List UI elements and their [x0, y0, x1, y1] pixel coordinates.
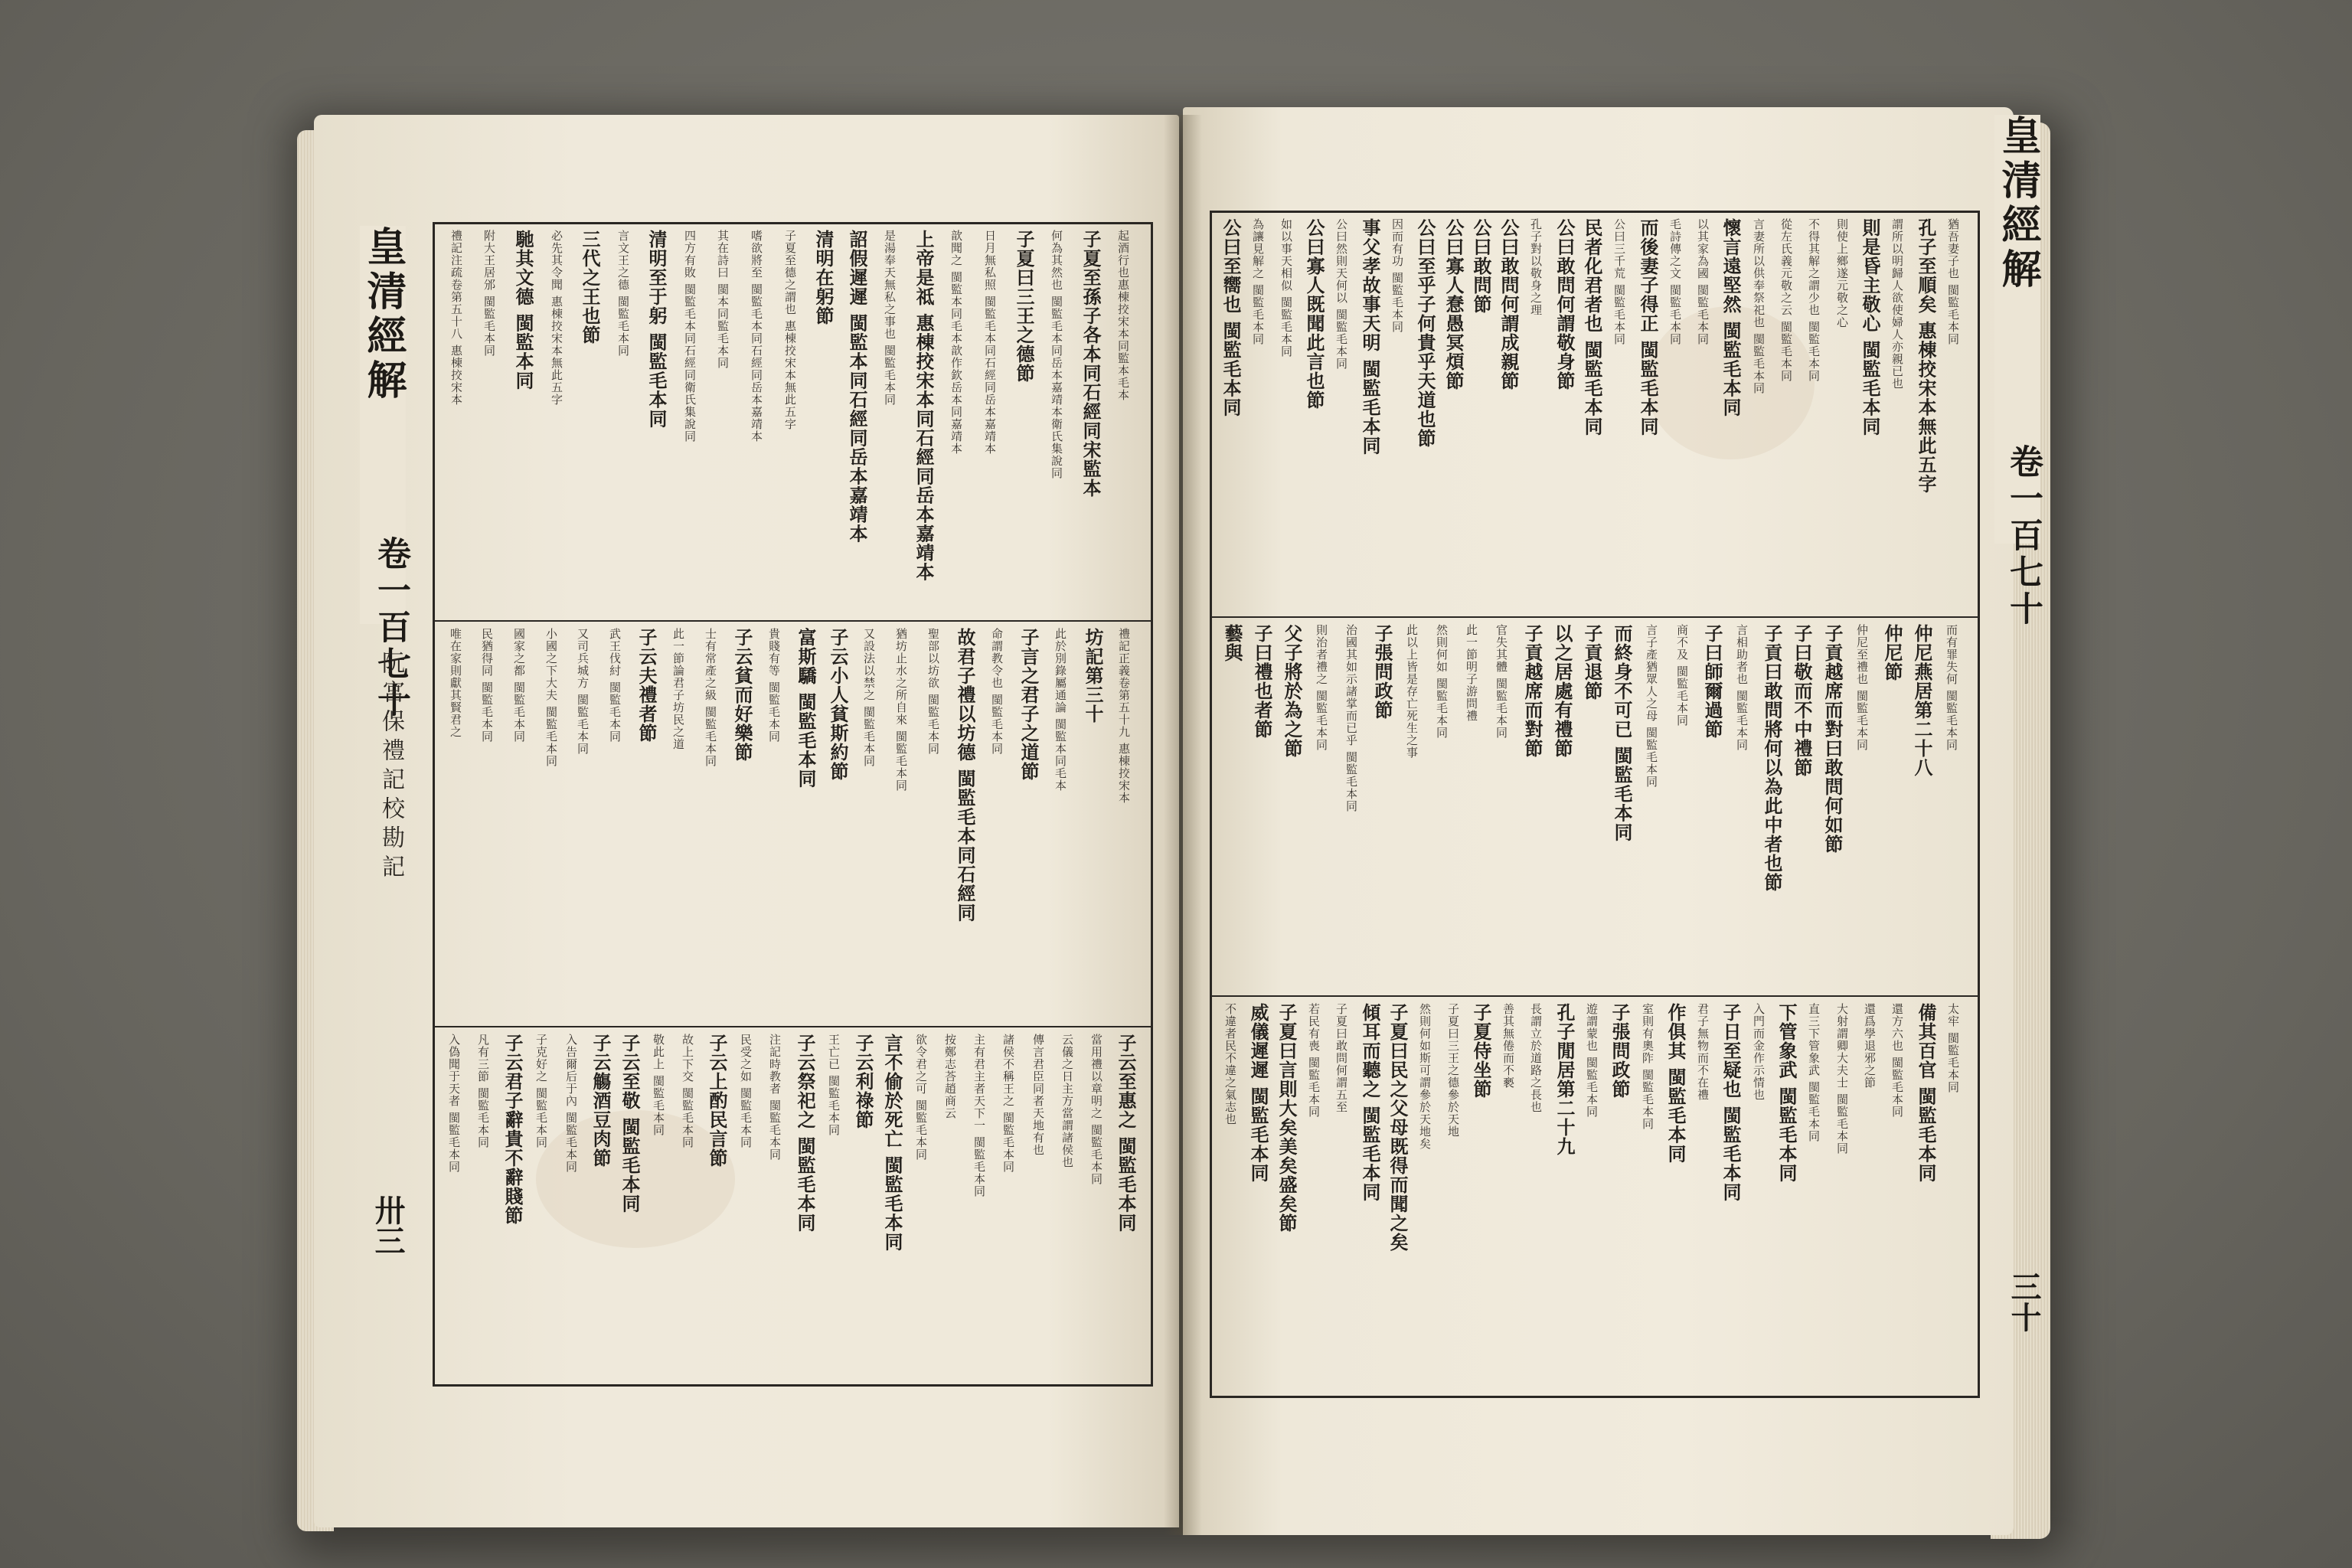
text-column: 入告爾后于內 閩監毛本同	[564, 1034, 578, 1173]
text-column: 事父孝故事天明 閩監毛本同	[1359, 218, 1381, 456]
text-column: 此一節論君子坊民之道	[671, 628, 685, 750]
text-column: 長謂立於道路之長也	[1529, 1003, 1543, 1113]
text-column: 孔子閒居第二十九	[1553, 1003, 1576, 1156]
text-column: 小國之下大夫 閩監毛本同	[544, 628, 558, 767]
text-column: 子張問政節	[1609, 1003, 1631, 1099]
text-column: 言妻所以供奉祭祀也 閩監毛本同	[1752, 218, 1766, 394]
text-column: 大射謂卿大夫士 閩監毛本同	[1835, 1003, 1849, 1155]
text-column: 子云利祿節	[852, 1034, 874, 1129]
text-column: 子夏曰敢問何謂五至	[1334, 1003, 1348, 1113]
text-column: 王亡已 閩監毛本同	[827, 1034, 841, 1136]
text-column: 言相助者也 閩監毛本同	[1735, 624, 1749, 751]
text-column: 子云小人貧斯約節	[827, 628, 849, 781]
text-column: 敬此上 閩監毛本同	[652, 1034, 665, 1136]
text-column: 此於別錄屬通論 閩監本同毛本	[1054, 628, 1067, 792]
text-column: 三代之王也節	[579, 230, 601, 345]
text-column: 詔假遲遲 閩監本同石經同岳本嘉靖本	[846, 230, 868, 544]
text-column: 清明至于躬 閩監毛本同	[645, 230, 668, 429]
text-column: 而有罪失何 閩監毛本同	[1945, 624, 1958, 751]
text-column: 子云君子辭貴不辭賤節	[501, 1034, 524, 1225]
text-column: 孔子至順矣 惠棟挍宋本無此五字	[1915, 218, 1937, 494]
right-folio: 三十	[2006, 1271, 2042, 1332]
book-gutter	[1164, 115, 1202, 1535]
text-column: 貴賤有等 閩監毛本同	[767, 628, 781, 743]
text-column: 富斯驕 閩監毛本同	[795, 628, 817, 789]
text-column: 禮記正義卷第五十九 惠棟挍宋本	[1117, 628, 1131, 804]
text-column: 子云祭祀之 閩監毛本同	[794, 1034, 816, 1233]
text-column: 入偽聞于天者 閩監毛本同	[447, 1034, 461, 1173]
text-column: 武王伐紂 閩監毛本同	[608, 628, 622, 743]
text-column: 凡有三節 閩監毛本同	[476, 1034, 490, 1148]
text-column: 公曰然則天何以 閩監毛本同	[1334, 218, 1348, 370]
text-column: 子貢越席而對曰敢問何如節	[1821, 624, 1844, 854]
text-column: 而終身不可已 閩監毛本同	[1611, 624, 1633, 842]
text-column: 仲尼節	[1881, 624, 1903, 681]
text-column: 故君子禮以坊德 閩監毛本同石經同	[954, 628, 976, 923]
text-column: 子貢退節	[1581, 624, 1603, 701]
text-column: 云儀之日主方當謂諸侯也	[1060, 1034, 1074, 1168]
text-column: 父子將於為之節	[1281, 624, 1303, 758]
text-column: 下管象武 閩監毛本同	[1775, 1003, 1798, 1183]
text-column: 命謂教令也 閩監毛本同	[990, 628, 1004, 755]
text-column: 民受之如 閩監毛本同	[739, 1034, 753, 1148]
text-column: 藝與	[1221, 624, 1243, 662]
text-column: 主有君主者天下一 閩監毛本同	[972, 1034, 986, 1197]
text-column: 公曰至嚮也 閩監毛本同	[1220, 218, 1242, 417]
text-column: 四方有敗 閩監毛本同石經同衛氏集說同	[683, 230, 697, 443]
text-column: 日月無私照 閩監毛本同石經同岳本嘉靖本	[983, 230, 997, 455]
text-column: 禮記注疏卷第五十八 惠棟挍宋本	[449, 230, 463, 406]
text-column: 室則有奧阼 閩監毛本同	[1641, 1003, 1655, 1130]
text-column: 猶吾妻子也 閩監毛本同	[1946, 218, 1960, 345]
left-volume-label: 卷一百七十	[371, 536, 410, 720]
text-column: 子夏至孫子各本同石經同宋監本	[1080, 230, 1102, 498]
text-column: 注記時教者 閩監毛本同	[768, 1034, 782, 1161]
text-column: 當用禮以章明之 閩監毛本同	[1089, 1034, 1103, 1185]
text-column: 公曰敢問何謂成親節	[1498, 218, 1520, 390]
text-column: 子日至疑也 閩監毛本同	[1720, 1003, 1742, 1202]
text-column: 如以事天相似 閩監毛本同	[1279, 218, 1293, 358]
text-column: 遊謂蒙也 閩監毛本同	[1585, 1003, 1599, 1118]
text-column: 猶坊止水之所自來 閩監毛本同	[894, 628, 908, 792]
text-column: 民猶得同 閩監毛本同	[480, 628, 494, 743]
text-column: 子云至惠之 閩監毛本同	[1115, 1034, 1137, 1233]
text-column: 馳其文德 閩監本同	[512, 230, 534, 390]
text-column: 子云貧而好樂節	[731, 628, 753, 762]
text-column: 子夏曰民之父母既得而聞之矣	[1387, 1003, 1409, 1252]
text-column: 備其百官 閩監毛本同	[1915, 1003, 1937, 1183]
text-column: 不得其解之謂少也 閩監毛本同	[1807, 218, 1821, 382]
text-column: 坊記第三十	[1082, 628, 1104, 724]
text-column: 而後妻子得正 閩監毛本同	[1637, 218, 1659, 436]
text-column: 公曰敢問節	[1470, 218, 1492, 314]
text-column: 唯在家則獻其賢君之	[449, 628, 462, 738]
text-column: 言文王之德 閩監毛本同	[616, 230, 630, 357]
text-column: 公曰三千荒 閩監毛本同	[1612, 218, 1626, 345]
text-column: 懷言遠堅然 閩監毛本同	[1720, 218, 1742, 417]
text-column: 威儀遲遲 閩監毛本同	[1247, 1003, 1269, 1183]
text-column: 其在詩曰 閩本同監毛本同	[716, 230, 730, 369]
text-column: 欲令君之可 閩監毛本同	[914, 1034, 928, 1161]
text-column: 故上下交 閩監毛本同	[681, 1034, 694, 1148]
left-banner-title: 皇清經解	[360, 226, 406, 624]
text-column: 若民有喪 閩監毛本同	[1307, 1003, 1321, 1118]
text-column: 言子產猶眾人之母 閩監毛本同	[1645, 624, 1658, 788]
text-column: 子夏曰三王之德參於天地	[1446, 1003, 1460, 1138]
right-register-rule-1	[1210, 616, 1978, 618]
left-register-rule-1	[433, 620, 1151, 622]
text-column: 歆聞之 閩監本同毛本歆作欽岳本同嘉靖本	[949, 230, 963, 455]
text-column: 諸侯不稱王之 閩監毛本同	[1001, 1034, 1015, 1173]
right-banner-title: 皇清經解	[1994, 115, 2040, 544]
text-column: 子夏侍坐節	[1470, 1003, 1492, 1099]
text-column: 則治者禮之 閩監毛本同	[1315, 624, 1328, 751]
text-column: 仲尼燕居第二十八	[1911, 624, 1933, 777]
text-column: 又司兵城方 閩監毛本同	[576, 628, 590, 755]
text-column: 作俱其 閩監毛本同	[1664, 1003, 1687, 1164]
text-column: 子貢越席而對節	[1521, 624, 1544, 758]
text-column: 因而有功 閩監毛本同	[1390, 218, 1404, 333]
text-column: 子張問政節	[1371, 624, 1393, 720]
text-column: 清明在躬節	[812, 230, 835, 325]
text-column: 聖部以坊欲 閩監毛本同	[926, 628, 940, 755]
text-column: 仲尼至禮也 閩監毛本同	[1855, 624, 1869, 751]
text-column: 直三下管象武 閩監毛本同	[1807, 1003, 1821, 1142]
text-column: 子夏曰言則大矣美矣盛矣節	[1276, 1003, 1298, 1233]
text-column: 善其無倦而不褻	[1501, 1003, 1515, 1089]
text-column: 商不及 閩監毛本同	[1675, 624, 1689, 727]
text-column: 附大王居邠 閩監毛本同	[482, 230, 496, 357]
text-column: 此以上皆是存亡死生之事	[1405, 624, 1419, 759]
text-column: 子言之君子之道節	[1018, 628, 1040, 781]
text-column: 傾耳而聽之 閩監毛本同	[1359, 1003, 1381, 1202]
text-column: 何為其然也 閩監毛本同岳本嘉靖本衛氏集說同	[1050, 230, 1063, 479]
text-column: 民者化君者也 閩監毛本同	[1581, 218, 1603, 436]
text-column: 公曰寡人惷愚冥煩節	[1442, 218, 1465, 390]
text-column: 必先其令聞 惠棟挍宋本無此五字	[550, 230, 564, 406]
text-column: 為讓見解之 閩監毛本同	[1251, 218, 1265, 345]
text-column: 以之居處有禮節	[1551, 624, 1573, 758]
text-column: 治國其如示諸掌而已乎 閩監毛本同	[1344, 624, 1358, 812]
text-column: 君子無物而不在禮	[1696, 1003, 1710, 1101]
text-column: 子云至敬 閩監毛本同	[619, 1034, 641, 1214]
text-column: 起酒行也惠棟挍宋本同監本毛本	[1116, 230, 1130, 401]
text-column: 還方六也 閩監毛本同	[1890, 1003, 1904, 1118]
text-column: 子曰禮也者節	[1251, 624, 1273, 739]
text-column: 子曰敬而不中禮節	[1791, 624, 1813, 777]
text-column: 子云夫禮者節	[635, 628, 658, 743]
text-column: 太牢 閩監毛本同	[1946, 1003, 1960, 1093]
text-column: 子克好之 閩監毛本同	[534, 1034, 548, 1148]
text-column: 士有常產之級 閩監毛本同	[704, 628, 717, 767]
text-column: 以其家為國 閩監毛本同	[1696, 218, 1710, 345]
text-column: 子貢曰敢問將何以為此中者也節	[1761, 624, 1783, 892]
text-column: 則是昏主敬心 閩監毛本同	[1859, 218, 1881, 436]
left-folio: 卅三	[370, 1194, 406, 1256]
text-column: 子曰師爾過節	[1701, 624, 1723, 739]
text-column: 不違者民不違之氣志也	[1223, 1003, 1237, 1125]
text-column: 孔子對以敬身之理	[1529, 218, 1543, 316]
text-column: 傳言君臣同者天地有也	[1031, 1034, 1045, 1156]
text-column: 言不偷於死亡 閩監毛本同	[881, 1034, 903, 1252]
text-column: 上帝是祗 惠棟挍宋本同石經同岳本嘉靖本	[913, 230, 935, 582]
text-column: 公曰敢問何謂敬身節	[1553, 218, 1576, 390]
text-column: 然則何如斯可謂參於天地矣	[1418, 1003, 1432, 1150]
text-column: 又設法以禁之 閩監毛本同	[862, 628, 876, 767]
text-column: 還爲學退邪之節	[1863, 1003, 1877, 1089]
right-register-rule-2	[1210, 995, 1978, 997]
text-column: 官失其體 閩監毛本同	[1494, 624, 1508, 739]
text-column: 公曰至乎子何貴乎天道也節	[1414, 218, 1436, 448]
left-register-rule-2	[433, 1026, 1151, 1027]
text-column: 國家之都 閩監毛本同	[512, 628, 526, 743]
text-column: 子夏曰三王之德節	[1013, 230, 1035, 383]
text-column: 嗜欲將至 閩監毛本同石經同岳本嘉靖本	[750, 230, 763, 443]
text-column: 從左氏義元敬之云 閩監毛本同	[1779, 218, 1793, 382]
text-column: 謂所以明歸人欲使婦人亦親已也	[1890, 218, 1904, 390]
text-column: 毛詩傳之文 閩監毛本同	[1668, 218, 1682, 345]
text-column: 子云觴酒豆肉節	[590, 1034, 612, 1168]
text-column: 按鄭志荅趙商云	[943, 1034, 957, 1119]
text-column: 則使上鄉遂元敬之心	[1835, 218, 1849, 328]
text-column: 然則何如 閩監毛本同	[1435, 624, 1449, 739]
text-column: 子夏至德之謂也 惠棟挍宋本無此五字	[783, 230, 797, 430]
left-side-title: 阮宮保禮記校勘記	[377, 651, 404, 884]
text-column: 子云上酌民言節	[706, 1034, 728, 1168]
text-column: 入門而金作示情也	[1752, 1003, 1766, 1101]
text-column: 公曰寡人既聞此言也節	[1303, 218, 1325, 410]
right-volume-label: 卷一百七十	[2004, 444, 2043, 628]
text-column: 此一節明子游問禮	[1465, 624, 1478, 722]
text-column: 是湯奉天無私之事也 閩監毛本同	[883, 230, 897, 406]
